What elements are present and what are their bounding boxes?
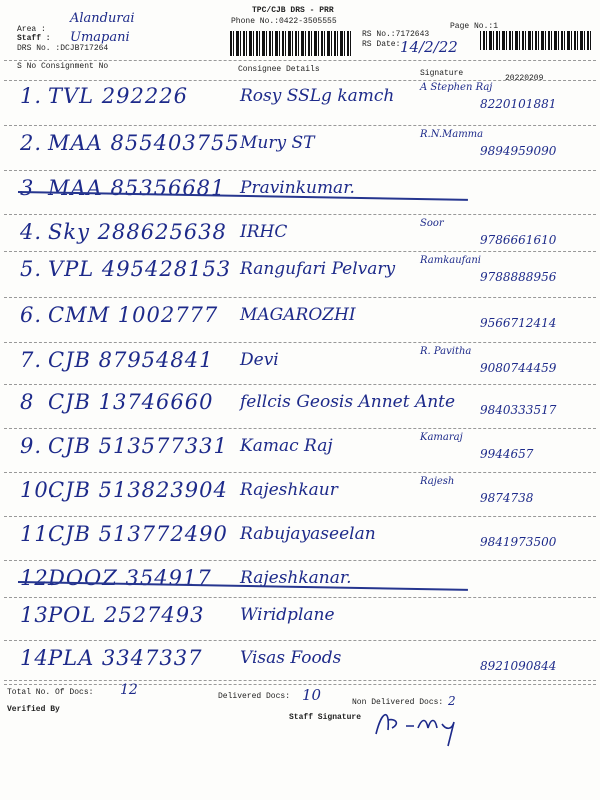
consignment-number: CJB 513577331 <box>48 434 228 458</box>
staff-signature-image <box>372 700 482 750</box>
rs-date-value: 14/2/22 <box>400 38 458 56</box>
divider <box>4 684 596 685</box>
consignee-name: Visas Foods <box>240 648 342 668</box>
consignee-name: Rajeshkanar. <box>240 568 352 588</box>
row-number: 2. <box>20 131 43 155</box>
staff-signature-label: Staff Signature <box>289 713 362 722</box>
consignment-number: MAA 855403755 <box>48 131 240 155</box>
barcode <box>230 31 353 56</box>
row-divider <box>4 428 596 429</box>
phone-number: 9566712414 <box>480 316 557 330</box>
rs-date-label: RS Date: <box>362 40 401 49</box>
phone-number: 9788888956 <box>480 270 557 284</box>
phone-number: 9840333517 <box>480 403 557 417</box>
area-label: Area : <box>17 25 46 34</box>
phone-number: 9894959090 <box>480 144 557 158</box>
consignment-number: DOOZ 354917 <box>48 566 212 590</box>
row-number: 6. <box>20 303 43 327</box>
divider <box>4 80 596 81</box>
consignment-number: POL 2527493 <box>48 603 205 627</box>
row-number: 12. <box>20 566 57 590</box>
row-number: 5. <box>20 257 43 281</box>
row-number: 3 <box>20 176 35 200</box>
row-number: 7. <box>20 348 43 372</box>
consignment-number: Sky 288625638 <box>48 220 227 244</box>
row-divider <box>4 680 596 681</box>
barcode-code: 20220209 <box>505 74 544 83</box>
consignment-number: CMM 1002777 <box>48 303 219 327</box>
signature-text: Rajesh <box>420 476 455 487</box>
consignee-name: Mury ST <box>240 133 315 153</box>
row-number: 4. <box>20 220 43 244</box>
column-consignee: Consignee Details <box>238 65 320 74</box>
total-docs-label: Total No. Of Docs: <box>7 688 94 697</box>
consignment-number: VPL 495428153 <box>48 257 232 281</box>
consignment-number: MAA 85356681 <box>48 176 226 200</box>
non-delivered-docs-label: Non Delivered Docs: <box>352 698 444 707</box>
row-number: 10. <box>20 478 57 502</box>
consignee-name: Pravinkumar. <box>240 178 355 198</box>
column-sno-consignment: S No Consignment No <box>17 62 109 71</box>
consignee-name: Rosy SSLg kamch <box>240 86 395 106</box>
row-number: 14 <box>20 646 49 670</box>
consignee-name: Kamac Raj <box>240 436 333 456</box>
row-number: 1. <box>20 84 43 108</box>
consignee-name: Rabujayaseelan <box>240 524 376 544</box>
row-divider <box>4 170 596 171</box>
row-divider <box>4 384 596 385</box>
consignment-number: CJB 513823904 <box>48 478 228 502</box>
divider <box>4 60 596 61</box>
area-value: Alandurai <box>70 11 135 26</box>
phone-number: 9874738 <box>480 491 534 505</box>
consignment-number: CJB 13746660 <box>48 390 214 414</box>
row-number: 8 <box>20 390 35 414</box>
consignment-number: TVL 292226 <box>48 84 188 108</box>
row-divider <box>4 125 596 126</box>
consignment-number: CJB 87954841 <box>48 348 214 372</box>
phone-number: 8220101881 <box>480 97 557 111</box>
row-divider <box>4 640 596 641</box>
consignee-name: IRHC <box>240 222 288 242</box>
consignee-name: Rajeshkaur <box>240 480 338 500</box>
phone-number: Phone No.:0422-3505555 <box>231 17 337 26</box>
signature-text: Kamaraj <box>420 432 463 443</box>
barcode-secondary <box>480 31 592 50</box>
column-signature: Signature <box>420 69 464 78</box>
signature-text: Ramkaufani <box>420 255 481 266</box>
consignment-number: CJB 513772490 <box>48 522 228 546</box>
row-divider <box>4 251 596 252</box>
row-divider <box>4 560 596 561</box>
row-number: 9. <box>20 434 43 458</box>
consignee-name: Wiridplane <box>240 605 335 625</box>
phone-number: 9841973500 <box>480 535 557 549</box>
row-divider <box>4 297 596 298</box>
signature-text: R. Pavitha <box>420 346 472 357</box>
document-title: TPC/CJB DRS - PRR <box>252 6 334 15</box>
phone-number: 8921090844 <box>480 659 557 673</box>
phone-number: 9944657 <box>480 447 534 461</box>
row-divider <box>4 472 596 473</box>
delivered-docs-value: 10 <box>302 686 322 704</box>
phone-number: 9080744459 <box>480 361 557 375</box>
signature-text: A Stephen Raj <box>420 82 493 93</box>
row-number: 11. <box>20 522 57 546</box>
consignment-number: PLA 3347337 <box>48 646 203 670</box>
consignee-name: Devi <box>240 350 279 370</box>
staff-value: Umapani <box>70 30 130 45</box>
non-delivered-docs-value: 2 <box>448 694 456 708</box>
total-docs-value: 12 <box>120 682 138 698</box>
consignee-name: fellcis Geosis Annet Ante <box>240 392 456 412</box>
delivered-docs-label: Delivered Docs: <box>218 692 291 701</box>
signature-text: R.N.Mamma <box>420 129 484 140</box>
drs-number: DRS No. :DCJB717264 <box>17 44 109 53</box>
row-divider <box>4 516 596 517</box>
row-divider <box>4 597 596 598</box>
page-number: Page No.:1 <box>450 22 499 31</box>
signature-text: Soor <box>420 218 444 229</box>
rs-number: RS No.:7172643 <box>362 30 430 39</box>
consignee-name: Rangufari Pelvary <box>240 259 396 279</box>
row-divider <box>4 342 596 343</box>
staff-label: Staff : <box>17 34 51 43</box>
row-number: 13 <box>20 603 49 627</box>
phone-number: 9786661610 <box>480 233 557 247</box>
row-divider <box>4 214 596 215</box>
consignee-name: MAGAROZHI <box>240 305 356 325</box>
verified-by-label: Verified By <box>7 705 60 714</box>
